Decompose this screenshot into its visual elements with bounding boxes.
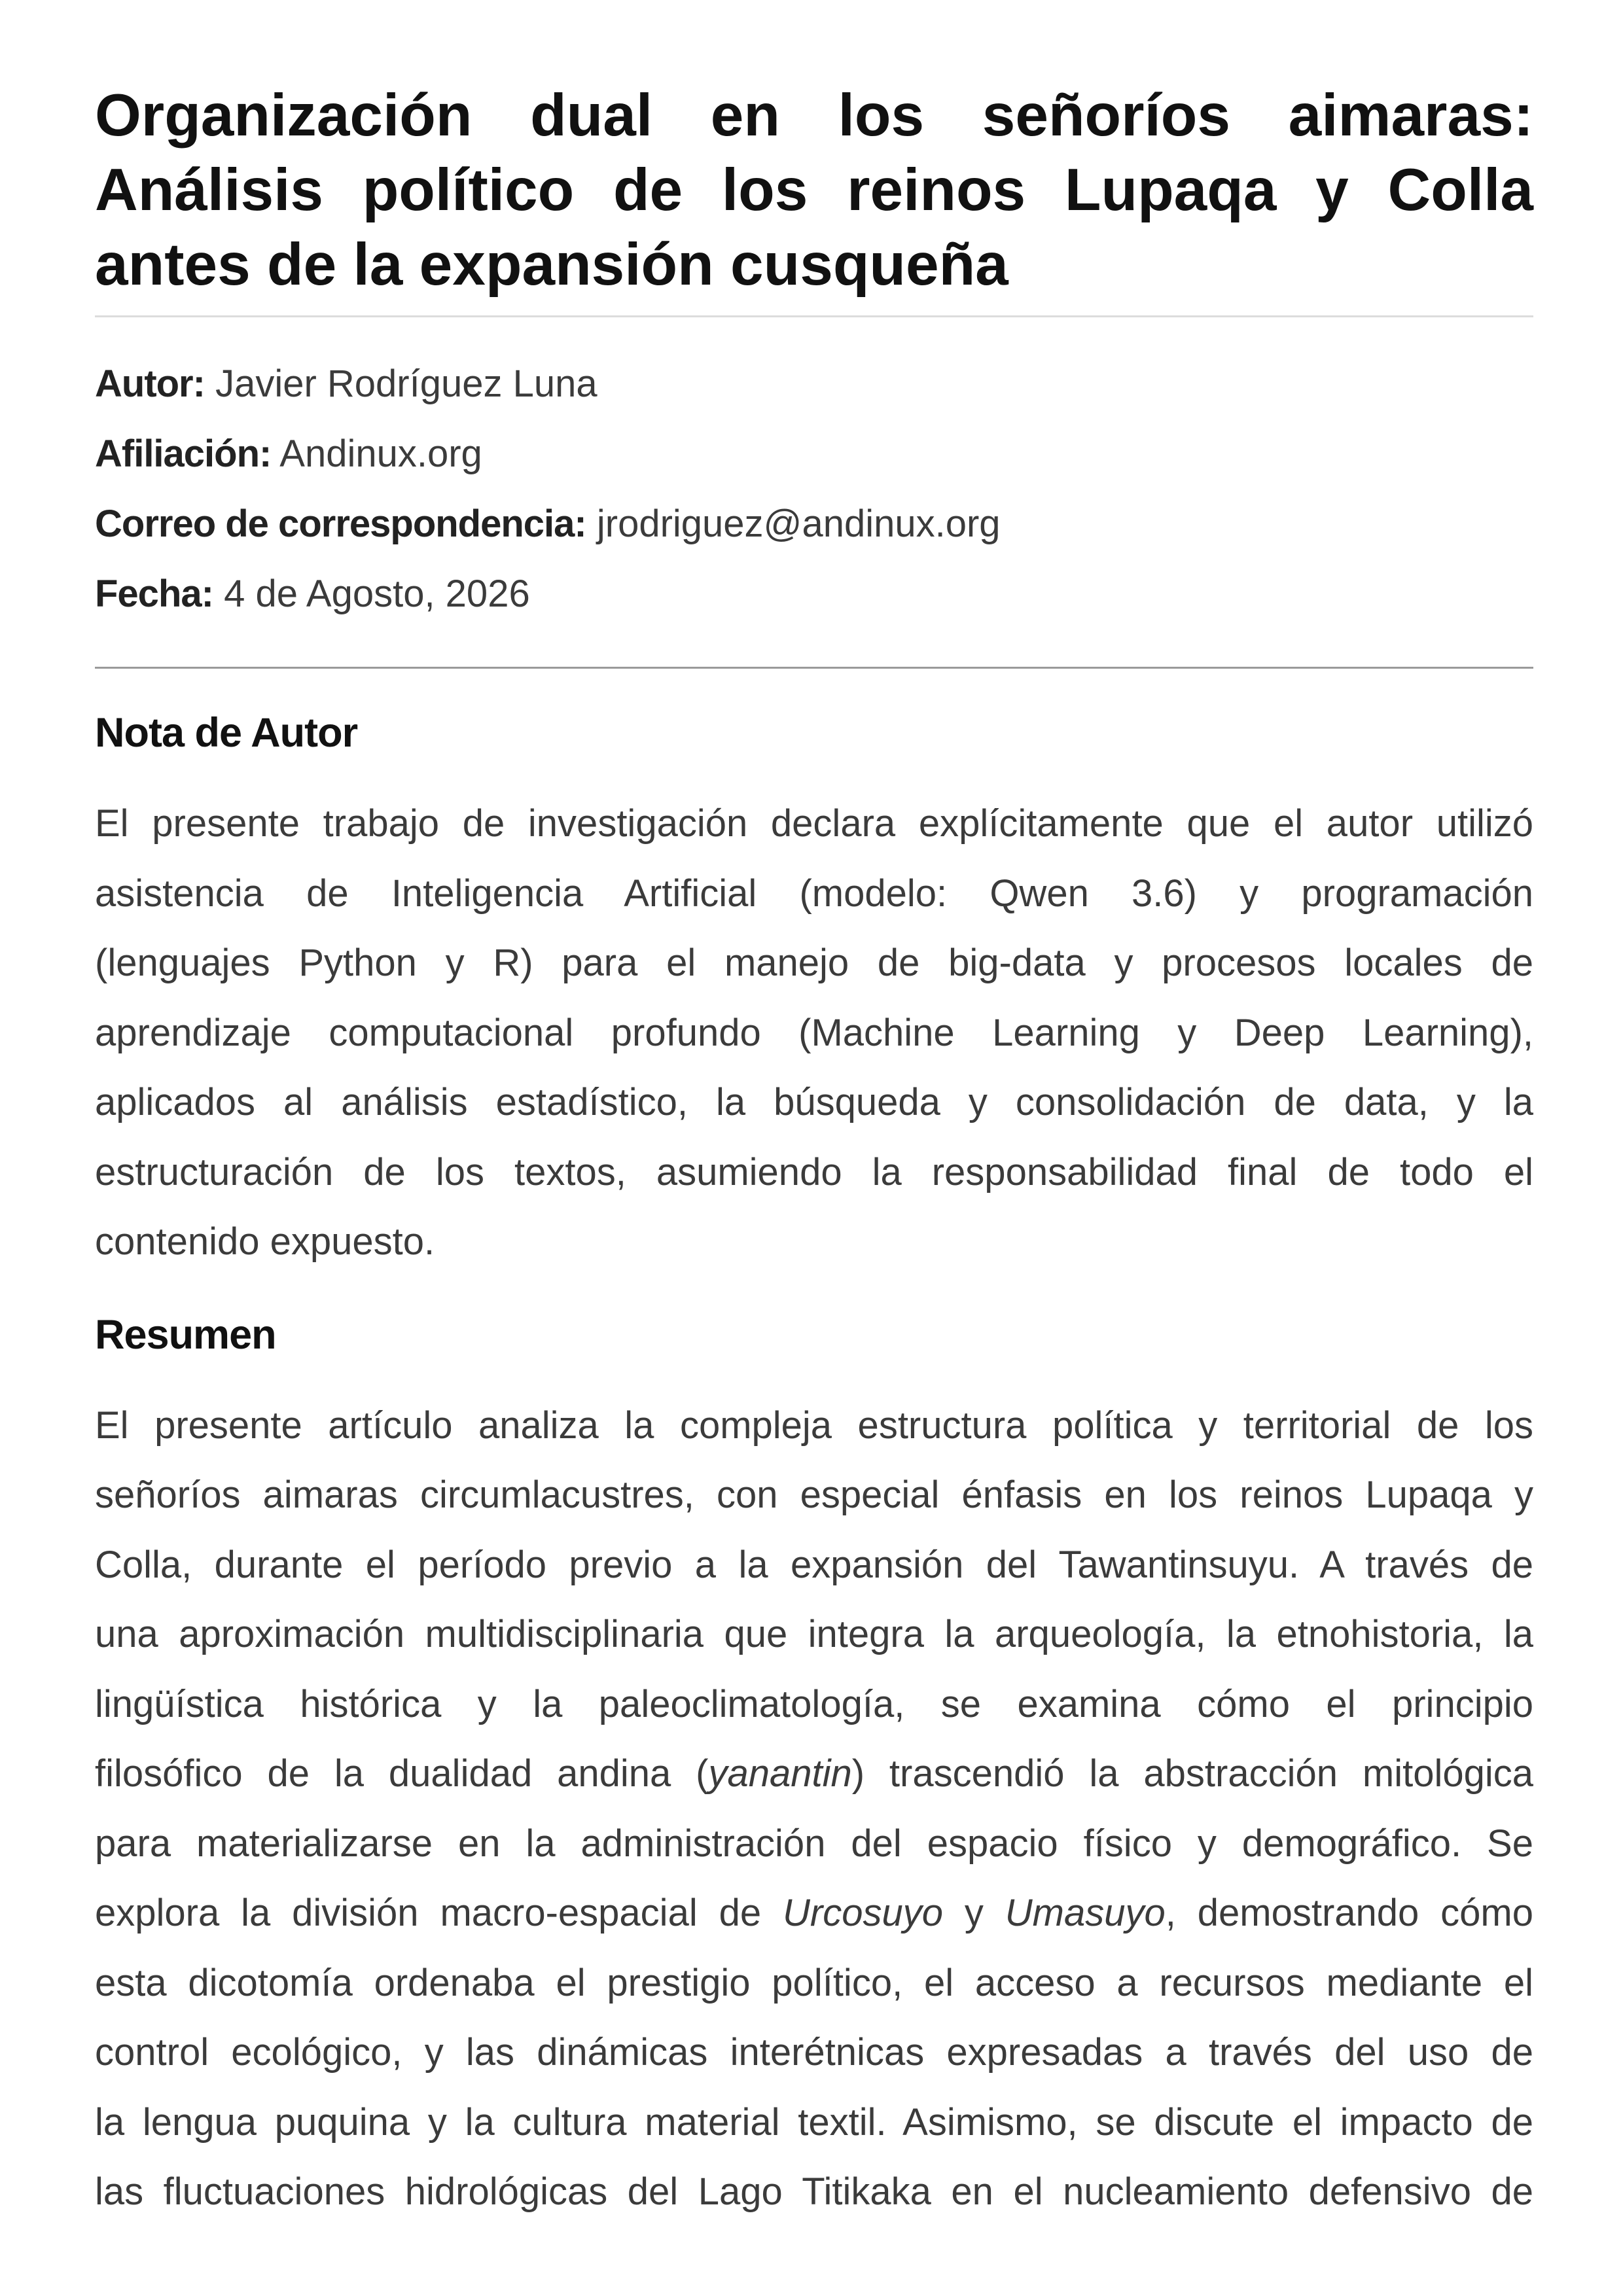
author-row <box>95 349 1533 419</box>
nota-heading: Nota de Autor <box>95 710 358 756</box>
resumen-line: lingüística histórica y la paleoclimatología, se examina cómo el principio <box>95 1682 1533 1725</box>
resumen-line: esta dicotomía ordenaba el prestigio político, el acceso a recursos mediante el <box>95 1961 1533 2004</box>
resumen-line: las fluctuaciones hidrológicas del Lago Titikaka en el nucleamiento defensivo de <box>95 2170 1533 2213</box>
resumen-text: y <box>942 1892 1005 1934</box>
resumen-line: Colla, durante el período previo a la expansión del Tawantinsuyu. A través de <box>95 1543 1533 1586</box>
resumen-text: , demostrando cómo <box>1165 1892 1534 1934</box>
paper-title <box>95 79 1533 302</box>
title-line-2: Análisis político de los reinos Lupaqa y Colla <box>95 157 1533 223</box>
date-label: Fecha: <box>95 573 213 615</box>
metadata-block <box>95 349 1533 629</box>
resumen-line <box>95 1879 1533 1949</box>
resumen-text: explora la división macro-espacial de <box>95 1892 783 1934</box>
title-divider <box>95 315 1533 317</box>
author-name: Javier Rodríguez Luna <box>215 362 597 405</box>
resumen-heading: Resumen <box>95 1311 276 1358</box>
resumen-line: una aproximación multidisciplinaria que integra la arqueología, la etnohistoria, la <box>95 1613 1533 1655</box>
affiliation-row <box>95 419 1533 489</box>
author-label: Autor: <box>95 362 205 405</box>
nota-line: (lenguajes Python y R) para el manejo de big-data y procesos locales de <box>95 942 1533 984</box>
term-yanantin: yanantin <box>708 1752 852 1795</box>
resumen-line: El presente artículo analiza la compleja estructura política y territorial de los <box>95 1404 1533 1447</box>
resumen-line: la lengua puquina y la cultura material textil. Asimismo, se discute el impacto de <box>95 2100 1533 2144</box>
email-label: Correo de correspondencia: <box>95 503 586 545</box>
email-value[interactable]: jrodriguez@andinux.org <box>596 503 1001 545</box>
date-value: 4 de Agosto, 2026 <box>224 573 530 615</box>
resumen-paragraph <box>95 1391 1533 2227</box>
paper-page <box>95 79 1533 2227</box>
title-line-3: antes de la expansión cusqueña <box>95 232 1008 298</box>
affiliation-label: Afiliación: <box>95 433 272 475</box>
nota-line: aprendizaje computacional profundo (Machine Learning y Deep Learning), <box>95 1011 1533 1054</box>
title-line-1: Organización dual en los señoríos aimaras: <box>95 82 1533 149</box>
nota-line: El presente trabajo de investigación declara explícitamente que el autor utilizó <box>95 802 1533 845</box>
nota-line: aplicados al análisis estadístico, la búsqueda y consolidación de data, y la <box>95 1081 1533 1123</box>
nota-paragraph <box>95 789 1533 1277</box>
resumen-line: para materializarse en la administración del espacio físico y demográfico. Se <box>95 1822 1533 1865</box>
term-urcosuyo: Urcosuyo <box>783 1892 943 1934</box>
resumen-text: filosófico de la dualidad andina ( <box>95 1752 709 1795</box>
resumen-line: control ecológico, y las dinámicas interétnicas expresadas a través del uso de <box>95 2031 1533 2074</box>
resumen-line <box>95 1739 1533 1809</box>
metadata-divider <box>95 667 1533 669</box>
affiliation-value: Andinux.org <box>279 433 482 475</box>
nota-line: asistencia de Inteligencia Artificial (modelo: Qwen 3.6) y programación <box>95 872 1533 915</box>
email-row <box>95 489 1533 559</box>
term-umasuyo: Umasuyo <box>1005 1892 1166 1934</box>
resumen-text: ) trascendió la abstracción mitológica <box>851 1752 1533 1795</box>
nota-line: estructuración de los textos, asumiendo la responsabilidad final de todo el <box>95 1150 1533 1193</box>
resumen-line: señoríos aimaras circumlacustres, con especial énfasis en los reinos Lupaqa y <box>95 1474 1533 1516</box>
nota-line: contenido expuesto. <box>95 1220 435 1263</box>
date-row <box>95 559 1533 629</box>
